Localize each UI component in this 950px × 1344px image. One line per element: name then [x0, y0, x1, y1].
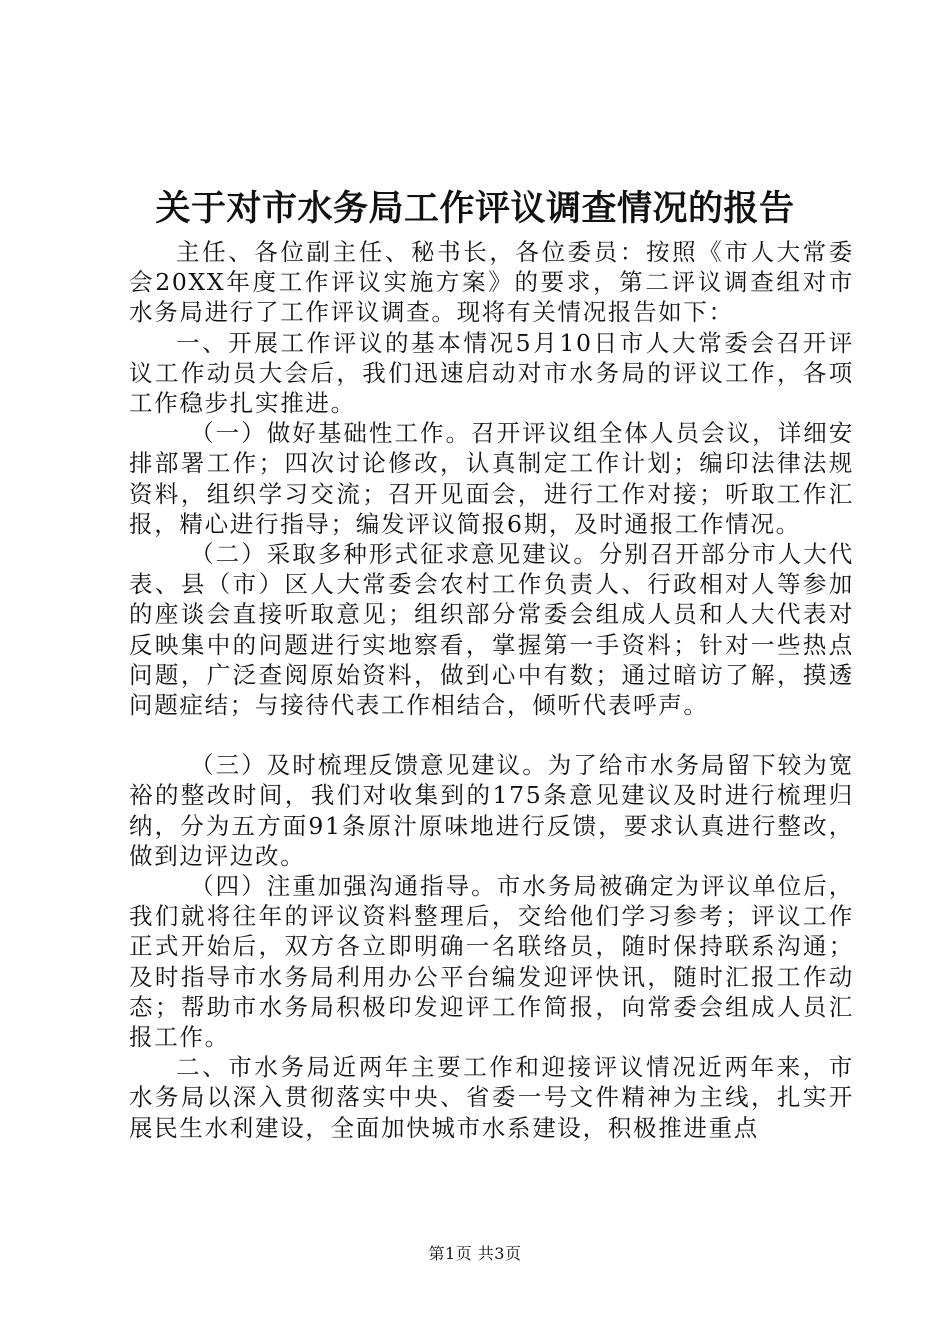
paragraph-item-3: （三）及时梳理反馈意见建议。为了给市水务局留下较为宽裕的整改时间，我们对收集到的175条意见建议及时进行梳理归纳，分为五方面91条原汁原味地进行反馈，要求认真进行整改，做到边评边改。: [129, 751, 854, 870]
document-body: [129, 237, 854, 1143]
paragraph-salutation: 主任、各位副主任、秘书长，各位委员：按照《市人大常委会20XX年度工作评议实施方案》的要求，第二评议调查组对市水务局进行了工作评议调查。现将有关情况报告如下：: [129, 238, 854, 327]
page-footer: 第1页 共3页: [428, 1244, 522, 1263]
paragraph-section-2: 二、市水务局近两年主要工作和迎接评议情况近两年来，市水务局以深入贯彻落实中央、省委一号文件精神为主线，扎实开展民生水利建设，全面加快城市水系建设，积极推进重点: [129, 1053, 854, 1142]
paragraph-item-2: （二）采取多种形式征求意见建议。分别召开部分市人大代表、县（市）区人大常委会农村工作负责人、行政相对人等参加的座谈会直接听取意见；组织部分常委会组成人员和人大代表对反映集中的问题进行实地察看，掌握第一手资料；针对一些热点问题，广泛查阅原始资料，做到心中有数；通过暗访了解，摸透问题症结；与接待代表工作相结合，倾听代表呼声。: [129, 540, 854, 720]
document-title: 关于对市水务局工作评议调查情况的报告: [155, 188, 795, 229]
paragraph-item-4: （四）注重加强沟通指导。市水务局被确定为评议单位后，我们就将往年的评议资料整理后，交给他们学习参考；评议工作正式开始后，双方各立即明确一名联络员，随时保持联系沟通；及时指导市水务局利用办公平台编发迎评快讯，随时汇报工作动态；帮助市水务局积极印发迎评工作简报，向常委会组成人员汇报工作。: [129, 872, 854, 1052]
paragraph-item-1: （一）做好基础性工作。召开评议组全体人员会议，详细安排部署工作；四次讨论修改，认真制定工作计划；编印法律法规资料，组织学习交流；召开见面会，进行工作对接；听取工作汇报，精心进行指导；编发评议简报6期，及时通报工作情况。: [129, 419, 854, 538]
paragraph-section-1: 一、开展工作评议的基本情况5月10日市人大常委会召开评议工作动员大会后，我们迅速启动对市水务局的评议工作，各项工作稳步扎实推进。: [129, 328, 854, 418]
